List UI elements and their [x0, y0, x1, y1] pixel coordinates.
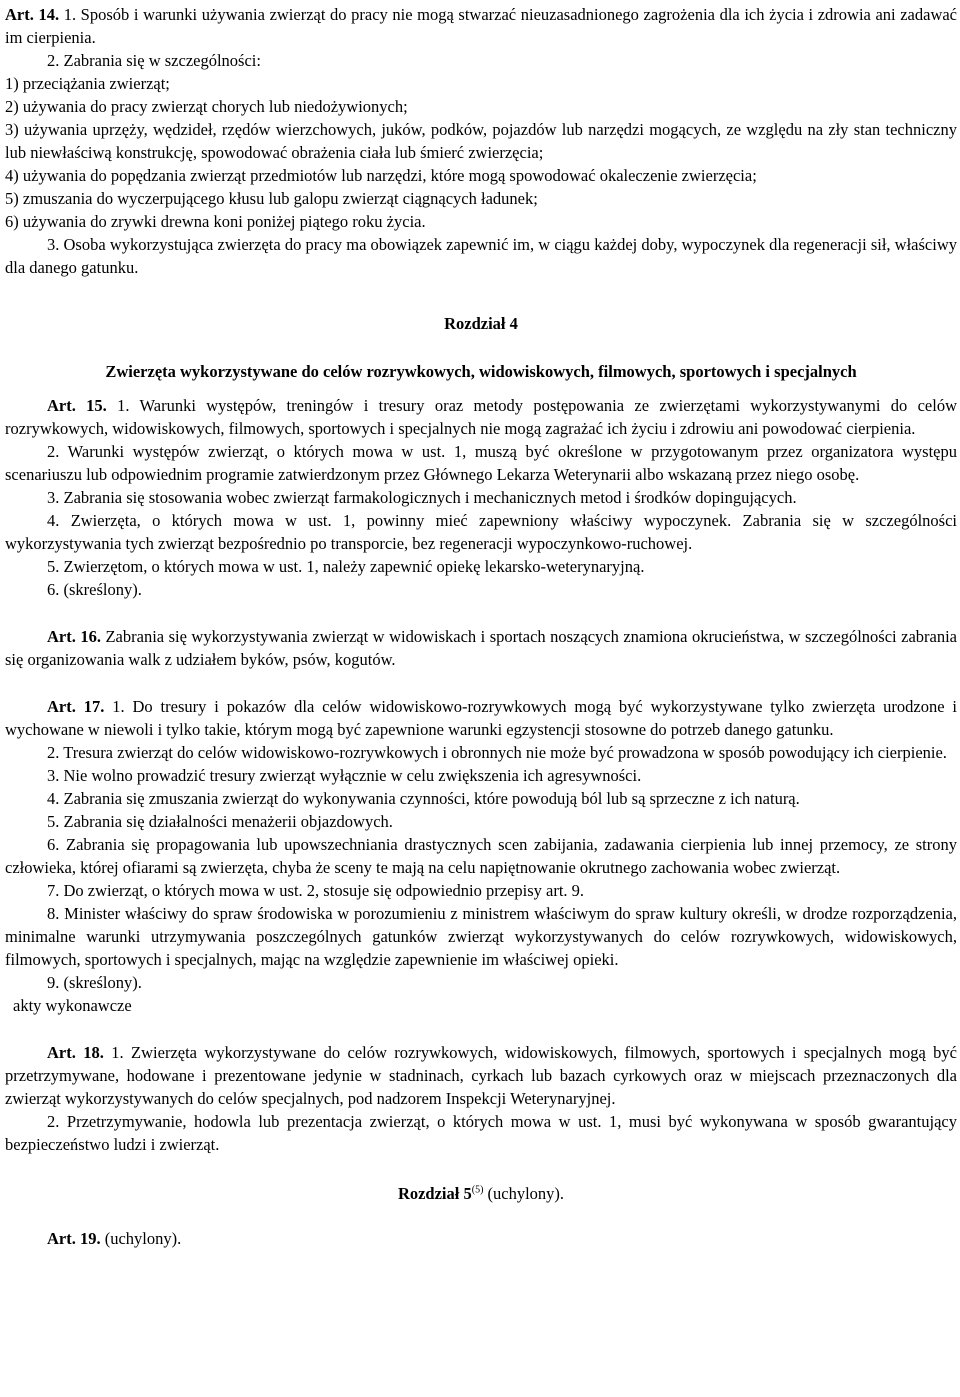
chapter5-title-text: Rozdział 5 [397, 1184, 472, 1203]
art14-para2: 2. Zabrania się w szczególności: [47, 51, 261, 70]
chapter4-title [5, 312, 957, 335]
list-item: 2) używania do pracy zwierząt chorych lub niedożywionych; [5, 97, 408, 116]
art17-para1-text: 1. Do tresury i pokazów dla celów widowiskowo-rozrywkowych mogą być wykorzystywane tylko zwierzęta urodzone i wychowane w niewoli i tylko takie, którym mogą być zapewnione warunki egzystencji stosowne do potrzeb danego gatunku. [5, 697, 958, 739]
art15-para6: 6. (skreślony). [47, 580, 142, 599]
art17-para9: 9. (skreślony). [47, 973, 142, 992]
chapter4-subtitle-text: Zwierzęta wykorzystywane do celów rozrywkowych, widowiskowych, filmowych, sportowych i specjalnych [105, 362, 857, 381]
art17-para6: 6. Zabrania się propagowania lub upowszechniania drastycznych scen zabijania, zadawania cierpienia lub innej przemocy, ze strony człowieka, której ofiarami są zwierzęta, chyba że sceny te mają na celu napiętnowanie okrutnego zachowania wobec zwierząt. [5, 835, 957, 877]
art18-para2: 2. Przetrzymywanie, hodowla lub prezentacja zwierząt, o których mowa w ust. 1, musi być wykonywana w sposób gwarantujący bezpieczeństwo ludzi i zwierząt. [5, 1112, 957, 1154]
art15-para1 [5, 394, 957, 440]
list-item: 5) zmuszania do wyczerpującego kłusu lub galopu zwierząt ciągnących ładunek; [5, 189, 538, 208]
art17-para2: 2. Tresura zwierząt do celów widowiskowo-rozrywkowych i obronnych nie może być prowadzona w sposób powodujący ich cierpienie. [47, 743, 947, 762]
art19-heading: Art. 19. [47, 1229, 101, 1248]
art15-para3: 3. Zabrania się stosowania wobec zwierząt farmakologicznych i mechanicznych metod i środków dopingujących. [47, 488, 797, 507]
art17-para3: 3. Nie wolno prowadzić tresury zwierząt wyłącznie w celu zwiększenia ich agresywności. [47, 766, 642, 785]
art14-para1-text: 1. Sposób i warunki używania zwierząt do pracy nie mogą stwarzać nieuzasadnionego zagrożenia dla ich życia i zdrowia ani zadawać im cierpienia. [5, 5, 958, 47]
art17-para5: 5. Zabrania się działalności menażerii objazdowych. [47, 812, 393, 831]
art16-para1-text: Zabrania się wykorzystywania zwierząt w widowiskach i sportach noszących znamiona okrucieństwa, w szczególności zabrania się organizowania walk z udziałem byków, psów, kogutów. [5, 627, 957, 669]
art19-status: (uchylony). [100, 1229, 182, 1248]
art19-para [5, 1227, 957, 1250]
art17-para1 [5, 695, 957, 741]
chapter4-subtitle [5, 360, 957, 383]
list-item: 3) używania uprzęży, wędzideł, rzędów wierzchowych, juków, podków, pojazdów lub narzędzi mogących, ze względu na zły stan techniczny lub niewłaściwą konstrukcję, spowodować obrażenia ciała lub śmierć zwierzęcia; [5, 120, 957, 162]
art15-heading: Art. 15. [47, 396, 107, 415]
art17-para4: 4. Zabrania się zmuszania zwierząt do wykonywania czynności, które powodują ból lub są sprzeczne z ich naturą. [47, 789, 800, 808]
chapter5-title [5, 1182, 957, 1205]
art18-heading: Art. 18. [47, 1043, 104, 1062]
art15-para1-text: 1. Warunki występów, treningów i tresury oraz metody postępowania ze zwierzętami wykorzystywanymi do celów rozrywkowych, widowiskowych, filmowych, sportowych i specjalnych nie mogą zagrażać ich życiu i zdrowiu ani powodować cierpienia. [5, 396, 957, 438]
art18-para1 [5, 1041, 957, 1110]
art18-para1-text: 1. Zwierzęta wykorzystywane do celów rozrywkowych, widowiskowych, filmowych, sportowych i specjalnych mogą być przetrzymywane, hodowane i prezentowane jedynie w stadninach, cyrkach lub bazach cyrkowych oraz w miejscach przeznaczonych dla zwierząt wykorzystywanych do celów specjalnych, pod nadzorem Inspekcji Weterynaryjnej. [5, 1043, 957, 1108]
art15-para5: 5. Zwierzętom, o których mowa w ust. 1, należy zapewnić opiekę lekarsko-weterynaryjną. [47, 557, 645, 576]
art17-para8: 8. Minister właściwy do spraw środowiska w porozumieniu z ministrem właściwym do spraw kultury określi, w drodze rozporządzenia, minimalne warunki utrzymywania poszczególnych gatunków zwierząt wykorzystywanych do celów rozrywkowych, widowiskowych, filmowych, sportowych i specjalnych, mając na względzie zapewnienie im właściwej opieki. [5, 904, 957, 969]
art14-heading: Art. 14. [5, 5, 60, 24]
footnote-marker: (5) [471, 1184, 484, 1196]
art17-para7: 7. Do zwierząt, o których mowa w ust. 2, stosuje się odpowiednio przepisy art. 9. [47, 881, 585, 900]
art16-heading: Art. 16. [47, 627, 101, 646]
chapter4-title-text: Rozdział 4 [444, 314, 518, 333]
art14-para3: 3. Osoba wykorzystująca zwierzęta do pracy ma obowiązek zapewnić im, w ciągu każdej doby, wypoczynek dla regeneracji sił, właściwy dla danego gatunku. [5, 235, 957, 277]
art17-heading: Art. 17. [47, 697, 105, 716]
art15-para4: 4. Zwierzęta, o których mowa w ust. 1, powinny mieć zapewniony właściwy wypoczynek. Zabrania się w szczególności wykorzystywania tych zwierząt bezpośrednio po transporcie, bez regeneracji wypoczynkowo-ruchowej. [5, 511, 957, 553]
list-item: 6) używania do zrywki drewna koni poniżej piątego roku życia. [5, 212, 426, 231]
list-item: 4) używania do popędzania zwierząt przedmiotów lub narzędzi, które mogą spowodować okaleczenie zwierzęcia; [5, 166, 757, 185]
chapter5-status: (uchylony). [483, 1184, 565, 1203]
list-item: 1) przeciążania zwierząt; [5, 74, 170, 93]
art15-para2: 2. Warunki występów zwierząt, o których mowa w ust. 1, muszą być określone w przygotowanym przez organizatora występu scenariuszu lub odpowiednim programie zatwierdzonym przez Głównego Lekarza Weterynarii albo wskazaną przez niego osobę. [5, 442, 957, 484]
art16-para1 [5, 625, 957, 671]
implementing-acts-note: akty wykonawcze [13, 996, 132, 1015]
legal-document [5, 0, 957, 1250]
art14-para1 [5, 3, 957, 49]
